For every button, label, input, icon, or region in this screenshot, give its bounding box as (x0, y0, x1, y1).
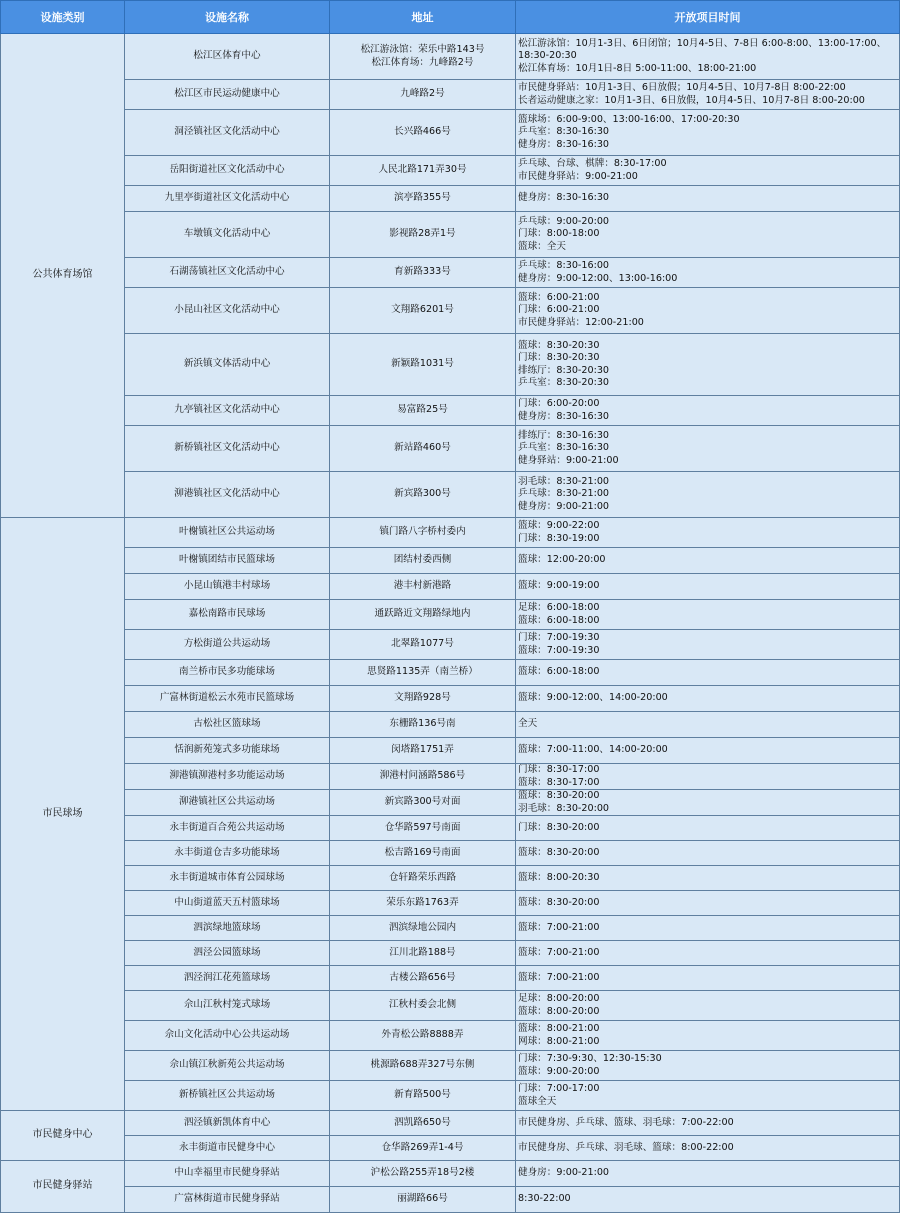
table-row (1, 991, 900, 1021)
hours-cell: 篮球：7:00-21:00 (516, 966, 900, 991)
hours-cell: 门球：7:00-19:30 篮球：7:00-19:30 (516, 630, 900, 660)
hours-cell: 篮球：7:00-11:00、14:00-20:00 (516, 738, 900, 764)
table-row (1, 34, 900, 80)
hours-cell: 篮球：6:00-21:00 门球：6:00-21:00 市民健身驿站：12:00-21:00 (516, 288, 900, 334)
address-cell: 新育路500号 (330, 1081, 516, 1111)
facility-name-cell: 小昆山镇港丰村球场 (125, 574, 330, 600)
address-cell: 仓华路269弄1-4号 (330, 1136, 516, 1161)
hours-cell: 乒乓球：8:30-16:00 健身房：9:00-12:00、13:00-16:00 (516, 258, 900, 288)
facility-name-cell: 泗滨绿地篮球场 (125, 916, 330, 941)
address-cell: 泗滨绿地公园内 (330, 916, 516, 941)
hours-cell: 松江游泳馆：10月1-3日、6日闭馆；10月4-5日、7-8日 6:00-8:00、13:00-17:00、18:30-20:30 松江体育场：10月1日-8日 5:00-11:00、18:00-21:00 (516, 34, 900, 80)
hours-cell: 市民健身驿站：10月1-3日、6日放假；10月4-5日、10月7-8日 8:00-22:00 长者运动健康之家：10月1-3日、6日放假，10月4-5日、10月7-8日 8:00-20:00 (516, 80, 900, 110)
facility-name-cell: 佘山江秋村笼式球场 (125, 991, 330, 1021)
address-cell: 丽湖路66号 (330, 1187, 516, 1213)
hours-cell: 门球：7:00-17:00 篮球全天 (516, 1081, 900, 1111)
address-cell: 新宾路300号 (330, 472, 516, 518)
facility-name-cell: 新桥镇社区公共运动场 (125, 1081, 330, 1111)
header-hours: 开放项目时间 (516, 1, 900, 34)
facility-name-cell: 中山幸福里市民健身驿站 (125, 1161, 330, 1187)
facility-name-cell: 松江区体育中心 (125, 34, 330, 80)
header-row (1, 1, 900, 34)
hours-cell: 足球：6:00-18:00 篮球：6:00-18:00 (516, 600, 900, 630)
table-row (1, 1021, 900, 1051)
table-row (1, 426, 900, 472)
facility-name-cell: 九亭镇社区文化活动中心 (125, 396, 330, 426)
hours-cell: 8:30-22:00 (516, 1187, 900, 1213)
facility-name-cell: 恬润新苑笼式多功能球场 (125, 738, 330, 764)
facility-name-cell: 泗泾镇新凯体育中心 (125, 1111, 330, 1136)
category-cell: 市民球场 (1, 518, 125, 1111)
header-address: 地址 (330, 1, 516, 34)
table-row (1, 866, 900, 891)
facility-name-cell: 车墩镇文化活动中心 (125, 212, 330, 258)
hours-cell: 篮球：8:30-20:00 (516, 891, 900, 916)
facility-name-cell: 石湖荡镇社区文化活动中心 (125, 258, 330, 288)
hours-cell: 排练厅：8:30-16:30 乒乓室：8:30-16:30 健身驿站：9:00-21:00 (516, 426, 900, 472)
table-row (1, 686, 900, 712)
facility-name-cell: 松江区市民运动健康中心 (125, 80, 330, 110)
table-row (1, 1081, 900, 1111)
facility-name-cell: 方松街道公共运动场 (125, 630, 330, 660)
table-row (1, 1187, 900, 1213)
hours-cell: 篮球：6:00-18:00 (516, 660, 900, 686)
hours-cell: 篮球场：6:00-9:00、13:00-16:00、17:00-20:30 乒乓室：8:30-16:30 健身房：8:30-16:30 (516, 110, 900, 156)
table-row (1, 1161, 900, 1187)
address-cell: 通跃路近文翔路绿地内 (330, 600, 516, 630)
facility-name-cell: 新浜镇文体活动中心 (125, 334, 330, 396)
facility-name-cell: 泗泾公园篮球场 (125, 941, 330, 966)
address-cell: 影视路28弄1号 (330, 212, 516, 258)
address-cell: 人民北路171弄30号 (330, 156, 516, 186)
address-cell: 港丰村新港路 (330, 574, 516, 600)
address-cell: 江秋村委会北侧 (330, 991, 516, 1021)
address-cell: 桃源路688弄327号东侧 (330, 1051, 516, 1081)
table-row (1, 472, 900, 518)
table-row (1, 548, 900, 574)
table-row (1, 186, 900, 212)
hours-cell: 篮球：8:00-21:00 网球：8:00-21:00 (516, 1021, 900, 1051)
table-row (1, 258, 900, 288)
address-cell: 团结村委西侧 (330, 548, 516, 574)
facility-name-cell: 中山街道蓝天五村篮球场 (125, 891, 330, 916)
address-cell: 文翔路928号 (330, 686, 516, 712)
hours-cell: 篮球：9:00-12:00、14:00-20:00 (516, 686, 900, 712)
facility-name-cell: 嘉松南路市民球场 (125, 600, 330, 630)
table-row (1, 841, 900, 866)
address-cell: 东栅路136号南 (330, 712, 516, 738)
hours-cell: 乒乓球、台球、棋牌：8:30-17:00 市民健身驿站：9:00-21:00 (516, 156, 900, 186)
hours-cell: 篮球：8:00-20:30 (516, 866, 900, 891)
facility-name-cell: 叶榭镇团结市民篮球场 (125, 548, 330, 574)
facility-name-cell: 佘山镇江秋新苑公共运动场 (125, 1051, 330, 1081)
table-row (1, 738, 900, 764)
address-cell: 九峰路2号 (330, 80, 516, 110)
table-row (1, 816, 900, 841)
address-cell: 松江游泳馆：荣乐中路143号 松江体育场：九峰路2号 (330, 34, 516, 80)
address-cell: 松吉路169号南面 (330, 841, 516, 866)
address-cell: 沪松公路255弄18号2楼 (330, 1161, 516, 1187)
facility-name-cell: 小昆山社区文化活动中心 (125, 288, 330, 334)
address-cell: 滨亭路355号 (330, 186, 516, 212)
category-cell: 市民健身驿站 (1, 1161, 125, 1213)
address-cell: 新站路460号 (330, 426, 516, 472)
address-cell: 闵塔路1751弄 (330, 738, 516, 764)
table-row (1, 156, 900, 186)
table-row (1, 941, 900, 966)
table-row (1, 764, 900, 790)
table-row (1, 288, 900, 334)
hours-cell: 篮球：7:00-21:00 (516, 916, 900, 941)
address-cell: 江川北路188号 (330, 941, 516, 966)
facility-name-cell: 洞泾镇社区文化活动中心 (125, 110, 330, 156)
address-cell: 外青松公路8888弄 (330, 1021, 516, 1051)
hours-cell: 篮球：12:00-20:00 (516, 548, 900, 574)
category-cell: 市民健身中心 (1, 1111, 125, 1161)
facility-name-cell: 古松社区篮球场 (125, 712, 330, 738)
table-row (1, 790, 900, 816)
address-cell: 新颖路1031号 (330, 334, 516, 396)
category-cell: 公共体育场馆 (1, 34, 125, 518)
facility-name-cell: 永丰街道仓吉多功能球场 (125, 841, 330, 866)
table-row (1, 1111, 900, 1136)
table-row (1, 518, 900, 548)
hours-cell: 门球：6:00-20:00 健身房：8:30-16:30 (516, 396, 900, 426)
address-cell: 易富路25号 (330, 396, 516, 426)
hours-cell: 篮球：9:00-19:00 (516, 574, 900, 600)
table-row (1, 574, 900, 600)
address-cell: 古楼公路656号 (330, 966, 516, 991)
facility-name-cell: 南兰桥市民多功能球场 (125, 660, 330, 686)
facility-name-cell: 叶榭镇社区公共运动场 (125, 518, 330, 548)
facility-name-cell: 广富林街道市民健身驿站 (125, 1187, 330, 1213)
facility-name-cell: 广富林街道松云水苑市民篮球场 (125, 686, 330, 712)
table-row (1, 966, 900, 991)
facility-name-cell: 九里亭街道社区文化活动中心 (125, 186, 330, 212)
facility-name-cell: 永丰街道百合苑公共运动场 (125, 816, 330, 841)
address-cell: 长兴路466号 (330, 110, 516, 156)
table-row (1, 891, 900, 916)
table-row (1, 110, 900, 156)
table-row (1, 660, 900, 686)
address-cell: 思贤路1135弄（南兰桥） (330, 660, 516, 686)
address-cell: 新宾路300号对面 (330, 790, 516, 816)
hours-cell: 门球：8:30-20:00 (516, 816, 900, 841)
hours-cell: 篮球：7:00-21:00 (516, 941, 900, 966)
hours-cell: 篮球：8:30-20:30 门球：8:30-20:30 排练厅：8:30-20:30 乒乓室：8:30-20:30 (516, 334, 900, 396)
hours-cell: 门球：7:30-9:30、12:30-15:30 篮球：9:00-20:00 (516, 1051, 900, 1081)
table-row (1, 712, 900, 738)
address-cell: 镇门路八字桥村委内 (330, 518, 516, 548)
facility-name-cell: 岳阳街道社区文化活动中心 (125, 156, 330, 186)
facility-name-cell: 泖港镇社区公共运动场 (125, 790, 330, 816)
table-row (1, 212, 900, 258)
hours-cell: 健身房：9:00-21:00 (516, 1161, 900, 1187)
facility-name-cell: 佘山文化活动中心公共运动场 (125, 1021, 330, 1051)
table-row (1, 396, 900, 426)
hours-cell: 篮球：8:30-20:00 羽毛球：8:30-20:00 (516, 790, 900, 816)
facility-name-cell: 泗泾润江花苑篮球场 (125, 966, 330, 991)
facility-name-cell: 泖港镇泖港村多功能运动场 (125, 764, 330, 790)
header-category: 设施类别 (1, 1, 125, 34)
facility-name-cell: 永丰街道城市体育公园球场 (125, 866, 330, 891)
hours-cell: 羽毛球：8:30-21:00 乒乓球：8:30-21:00 健身房：9:00-21:00 (516, 472, 900, 518)
table-row (1, 334, 900, 396)
address-cell: 仓华路597号南面 (330, 816, 516, 841)
table-row (1, 916, 900, 941)
hours-cell: 健身房：8:30-16:30 (516, 186, 900, 212)
address-cell: 北翠路1077号 (330, 630, 516, 660)
address-cell: 荣乐东路1763弄 (330, 891, 516, 916)
address-cell: 泗凯路650号 (330, 1111, 516, 1136)
table-row (1, 630, 900, 660)
table-row (1, 80, 900, 110)
table-row (1, 1136, 900, 1161)
address-cell: 仓轩路荣乐西路 (330, 866, 516, 891)
hours-cell: 篮球：8:30-20:00 (516, 841, 900, 866)
address-cell: 文翔路6201号 (330, 288, 516, 334)
hours-cell: 全天 (516, 712, 900, 738)
hours-cell: 篮球：9:00-22:00 门球：8:30-19:00 (516, 518, 900, 548)
facility-name-cell: 永丰街道市民健身中心 (125, 1136, 330, 1161)
hours-cell: 足球：8:00-20:00 篮球：8:00-20:00 (516, 991, 900, 1021)
hours-cell: 市民健身房、乒乓球、篮球、羽毛球：7:00-22:00 (516, 1111, 900, 1136)
facility-name-cell: 新桥镇社区文化活动中心 (125, 426, 330, 472)
facility-name-cell: 泖港镇社区文化活动中心 (125, 472, 330, 518)
table-row (1, 1051, 900, 1081)
hours-cell: 市民健身房、乒乓球、羽毛球、篮球：8:00-22:00 (516, 1136, 900, 1161)
hours-cell: 乒乓球：9:00-20:00 门球：8:00-18:00 篮球：全天 (516, 212, 900, 258)
hours-cell: 门球：8:30-17:00 篮球：8:30-17:00 (516, 764, 900, 790)
address-cell: 育新路333号 (330, 258, 516, 288)
table-row (1, 600, 900, 630)
address-cell: 泖港村问涵路586号 (330, 764, 516, 790)
header-name: 设施名称 (125, 1, 330, 34)
